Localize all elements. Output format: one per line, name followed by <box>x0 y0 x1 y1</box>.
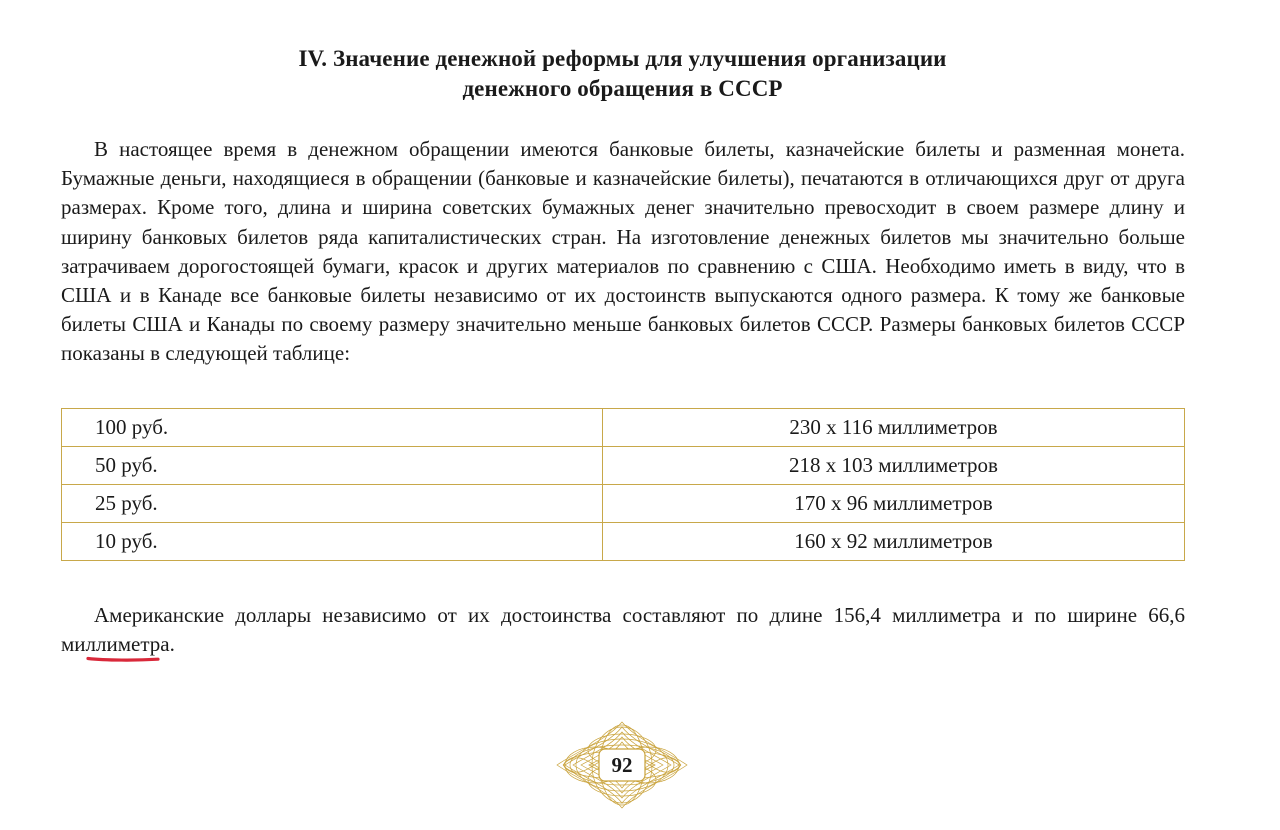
section-heading-line-2: денежного обращения в СССР <box>462 76 783 101</box>
table-row <box>62 523 1185 561</box>
red-underline-stroke <box>88 659 158 661</box>
table-row <box>62 485 1185 523</box>
denomination-cell: 100 руб. <box>62 409 603 447</box>
section-heading-line-1: IV. Значение денежной реформы для улучшения организации <box>298 46 947 71</box>
table-row <box>62 447 1185 485</box>
denomination-cell: 25 руб. <box>62 485 603 523</box>
size-cell: 230 х 116 миллиметров <box>603 409 1185 447</box>
size-cell: 160 х 92 миллиметров <box>603 523 1185 561</box>
banknote-size-table <box>61 408 1185 561</box>
page-number: 92 <box>611 753 633 777</box>
body-paragraph-2: Американские доллары независимо от их достоинства составляют по длине 156,4 миллиметра и по ширине 66,6 миллиметра. <box>61 603 1185 657</box>
table-row <box>62 409 1185 447</box>
section-heading <box>0 44 1245 104</box>
size-cell: 218 х 103 миллиметров <box>603 447 1185 485</box>
denomination-cell: 50 руб. <box>62 447 603 485</box>
body-paragraph-1: В настоящее время в денежном обращении имеются банковые билеты, казначейские билеты и разменная монета. Бумажные деньги, находящиеся в обращении (банковые и казначейские билеты), печатаются в отличающихся друг от друга размерах. Кроме того, длина и ширина советских бумажных денег значительно превосходит в своем размере длину и ширину банковых билетов ряда капиталистических стран. На изготовление денежных билетов мы значительно больше затрачиваем дорогостоящей бумаги, красок и других материалов по сравнению с США. Необходимо иметь в виду, что в США и в Канаде все банковые билеты независимо от их достоинств выпускаются одного размера. К тому же банковые билеты США и Канады по своему размеру значительно меньше банковых билетов СССР. Размеры банковых билетов СССР показаны в следующей таблице: <box>61 137 1185 366</box>
size-cell: 170 х 96 миллиметров <box>603 485 1185 523</box>
denomination-cell: 10 руб. <box>62 523 603 561</box>
red-underline-annotation <box>86 656 160 662</box>
